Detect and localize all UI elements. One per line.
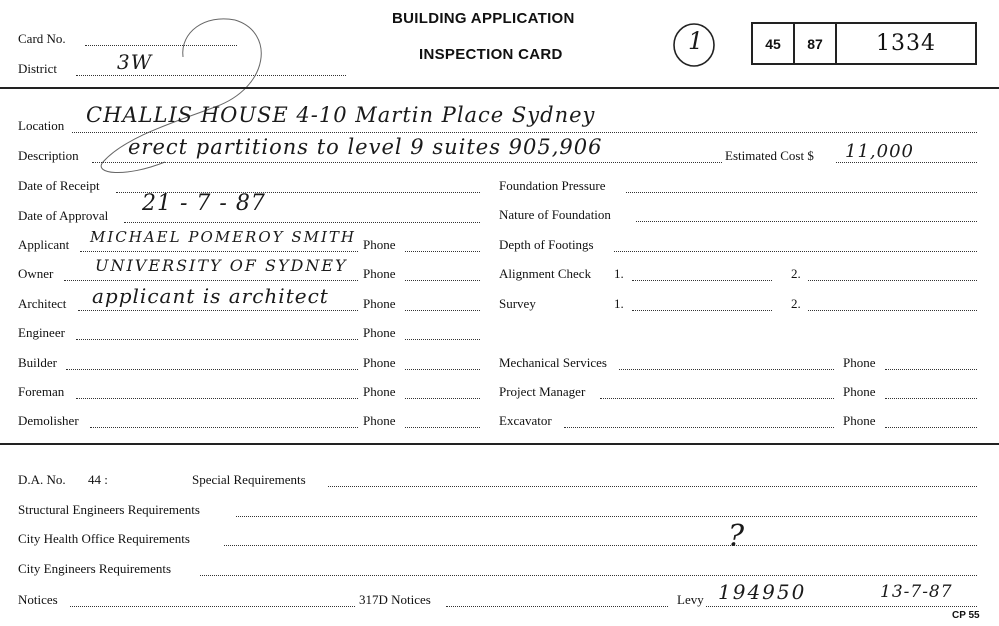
- survey-1-line[interactable]: [632, 310, 772, 311]
- excavator-phone-label: Phone: [843, 413, 876, 428]
- survey-2-line[interactable]: [808, 310, 977, 311]
- foreman-line[interactable]: [76, 398, 358, 399]
- project-manager-line[interactable]: [600, 398, 834, 399]
- foundation-pressure-line[interactable]: [626, 192, 977, 193]
- applicant-label: Applicant: [18, 237, 70, 252]
- notices-label: Notices: [18, 592, 58, 607]
- levy-line[interactable]: [706, 606, 977, 607]
- box-87: 87: [795, 24, 837, 63]
- title-line-2: INSPECTION CARD: [419, 46, 563, 63]
- levy-label: Levy: [677, 592, 704, 607]
- special-req-line[interactable]: [328, 486, 977, 487]
- survey-label: Survey: [499, 296, 536, 311]
- box-45: 45: [753, 24, 795, 63]
- city-engineers-req-line[interactable]: [200, 575, 977, 576]
- location-line[interactable]: [72, 132, 977, 133]
- engineer-phone-label: Phone: [363, 325, 396, 340]
- alignment-2-line[interactable]: [808, 280, 977, 281]
- foundation-pressure-label: Foundation Pressure: [499, 178, 606, 193]
- question-mark-annotation: ?: [728, 519, 746, 554]
- architect-label: Architect: [18, 296, 67, 311]
- depth-footings-label: Depth of Footings: [499, 237, 594, 252]
- owner-phone-line[interactable]: [405, 280, 480, 281]
- excavator-phone-line[interactable]: [885, 427, 977, 428]
- estimated-cost-label: Estimated Cost $: [725, 148, 814, 163]
- health-req-line[interactable]: [224, 545, 977, 546]
- box-1334: 1334: [876, 31, 936, 56]
- builder-line[interactable]: [66, 369, 358, 370]
- circled-number: 1: [688, 27, 705, 55]
- engineer-line[interactable]: [76, 339, 358, 340]
- da-no-label: D.A. No.: [18, 472, 66, 487]
- engineer-label: Engineer: [18, 325, 65, 340]
- demolisher-label: Demolisher: [18, 413, 79, 428]
- builder-phone-label: Phone: [363, 355, 396, 370]
- alignment-2-num: 2.: [791, 266, 801, 281]
- form-code: CP 55: [952, 610, 980, 621]
- levy-value: 194950: [718, 580, 807, 604]
- architect-value: applicant is architect: [92, 284, 329, 308]
- mechanical-phone-label: Phone: [843, 355, 876, 370]
- description-line[interactable]: [92, 162, 722, 163]
- special-req-label: Special Requirements: [192, 472, 306, 487]
- foreman-phone-line[interactable]: [405, 398, 480, 399]
- alignment-1-line[interactable]: [632, 280, 772, 281]
- builder-phone-line[interactable]: [405, 369, 480, 370]
- demolisher-phone-line[interactable]: [405, 427, 480, 428]
- date-receipt-label: Date of Receipt: [18, 178, 100, 193]
- demolisher-line[interactable]: [90, 427, 358, 428]
- middle-rule: [0, 443, 999, 445]
- district-label: District: [18, 61, 57, 76]
- applicant-phone-label: Phone: [363, 237, 396, 252]
- title-line-1: BUILDING APPLICATION: [392, 10, 575, 27]
- mechanical-line[interactable]: [619, 369, 834, 370]
- card-no-label: Card No.: [18, 31, 66, 46]
- architect-line[interactable]: [78, 310, 358, 311]
- engineer-phone-line[interactable]: [405, 339, 480, 340]
- foreman-phone-label: Phone: [363, 384, 396, 399]
- nature-foundation-label: Nature of Foundation: [499, 207, 611, 222]
- mechanical-phone-line[interactable]: [885, 369, 977, 370]
- notices-line[interactable]: [70, 606, 355, 607]
- applicant-phone-line[interactable]: [405, 251, 480, 252]
- city-engineers-req-label: City Engineers Requirements: [18, 561, 172, 576]
- project-manager-phone-line[interactable]: [885, 398, 977, 399]
- card-number-boxes: [751, 22, 977, 65]
- survey-2-num: 2.: [791, 296, 801, 311]
- owner-phone-label: Phone: [363, 266, 396, 281]
- description-value: erect partitions to level 9 suites 905,906: [128, 135, 603, 159]
- estimated-cost-value: 11,000: [845, 141, 914, 162]
- levy-date: 13-7-87: [880, 582, 953, 602]
- owner-line[interactable]: [64, 280, 358, 281]
- depth-footings-line[interactable]: [614, 251, 977, 252]
- owner-label: Owner: [18, 266, 54, 281]
- date-approval-line[interactable]: [124, 222, 480, 223]
- demolisher-phone-label: Phone: [363, 413, 396, 428]
- survey-1-num: 1.: [614, 296, 624, 311]
- applicant-value: MICHAEL POMEROY SMITH: [90, 228, 356, 246]
- date-approval-label: Date of Approval: [18, 208, 109, 223]
- structural-req-label: Structural Engineers Requirements: [18, 502, 200, 517]
- estimated-cost-line[interactable]: [836, 162, 977, 163]
- architect-phone-line[interactable]: [405, 310, 480, 311]
- top-rule: [0, 87, 999, 89]
- applicant-line[interactable]: [80, 251, 358, 252]
- health-req-label: City Health Office Requirements: [18, 531, 190, 546]
- excavator-line[interactable]: [564, 427, 834, 428]
- structural-req-line[interactable]: [236, 516, 977, 517]
- alignment-check-label: Alignment Check: [499, 266, 592, 281]
- notices-317d-line[interactable]: [446, 606, 668, 607]
- alignment-1-num: 1.: [614, 266, 624, 281]
- nature-foundation-line[interactable]: [636, 221, 977, 222]
- da-no-value: 44 :: [88, 472, 108, 487]
- project-manager-label: Project Manager: [499, 384, 586, 399]
- project-manager-phone-label: Phone: [843, 384, 876, 399]
- location-label: Location: [18, 118, 65, 133]
- owner-value: UNIVERSITY OF SYDNEY: [95, 256, 348, 275]
- description-label: Description: [18, 148, 79, 163]
- district-value: 3W: [117, 50, 153, 74]
- foreman-label: Foreman: [18, 384, 65, 399]
- date-approval-value: 21 - 7 - 87: [142, 191, 266, 216]
- architect-phone-label: Phone: [363, 296, 396, 311]
- mechanical-label: Mechanical Services: [499, 355, 607, 370]
- notices-317d-label: 317D Notices: [359, 592, 431, 607]
- builder-label: Builder: [18, 355, 57, 370]
- excavator-label: Excavator: [499, 413, 552, 428]
- location-value: CHALLIS HOUSE 4-10 Martin Place Sydney: [86, 103, 596, 127]
